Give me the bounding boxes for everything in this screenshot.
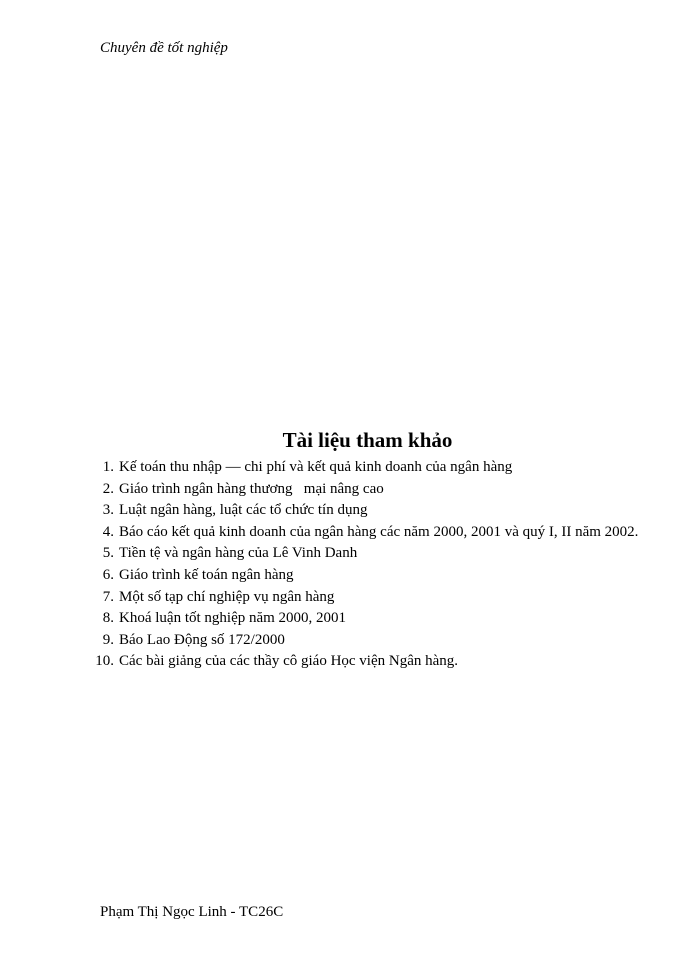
- reference-number: 1.: [102, 459, 114, 475]
- reference-text: Báo cáo kết quả kinh doanh của ngân hàng các năm 2000, 2001 và quý I, II năm 2002.: [119, 523, 639, 540]
- reference-text: Giáo trình kế toán ngân hàng: [119, 566, 294, 583]
- reference-item: [92, 457, 652, 479]
- references-title: Tài liệu tham khảo: [282, 428, 453, 452]
- reference-item: [92, 630, 652, 652]
- reference-item: [92, 651, 652, 673]
- page-footer: Phạm Thị Ngọc Linh - TC26C: [100, 904, 284, 920]
- reference-number: 7.: [102, 588, 114, 605]
- reference-number: 10.: [95, 653, 114, 670]
- reference-number: 2.: [102, 480, 114, 497]
- reference-item: [92, 500, 652, 522]
- reference-item: [92, 543, 652, 565]
- reference-item: [92, 479, 652, 501]
- reference-number: 8.: [102, 610, 114, 627]
- reference-item: [92, 565, 652, 587]
- page-header: Chuyên đề tốt nghiệp: [100, 40, 228, 56]
- reference-text: Báo Lao Động số 172/2000: [119, 631, 285, 648]
- reference-text: Kế toán thu nhập — chi phí và kết quả kinh doanh của ngân hàng: [119, 459, 513, 475]
- reference-item: [92, 522, 652, 544]
- reference-number: 6.: [102, 566, 114, 583]
- reference-item: [92, 587, 652, 609]
- reference-number: 5.: [102, 545, 114, 562]
- reference-number: 4.: [102, 523, 114, 540]
- reference-text: Khoá luận tốt nghiệp năm 2000, 2001: [119, 610, 347, 627]
- reference-item: [92, 608, 652, 630]
- reference-text: Giáo trình ngân hàng thương mại nâng cao: [119, 480, 384, 497]
- references-list: [92, 457, 652, 673]
- reference-text: Tiền tệ và ngân hàng của Lê Vinh Danh: [119, 545, 358, 562]
- reference-text: Một số tạp chí nghiệp vụ ngân hàng: [119, 588, 335, 605]
- reference-text: Các bài giảng của các thầy cô giáo Học viện Ngân hàng.: [119, 653, 459, 670]
- reference-number: 9.: [102, 631, 114, 648]
- reference-number: 3.: [102, 502, 114, 519]
- reference-text: Luật ngân hàng, luật các tổ chức tín dụng: [119, 502, 368, 519]
